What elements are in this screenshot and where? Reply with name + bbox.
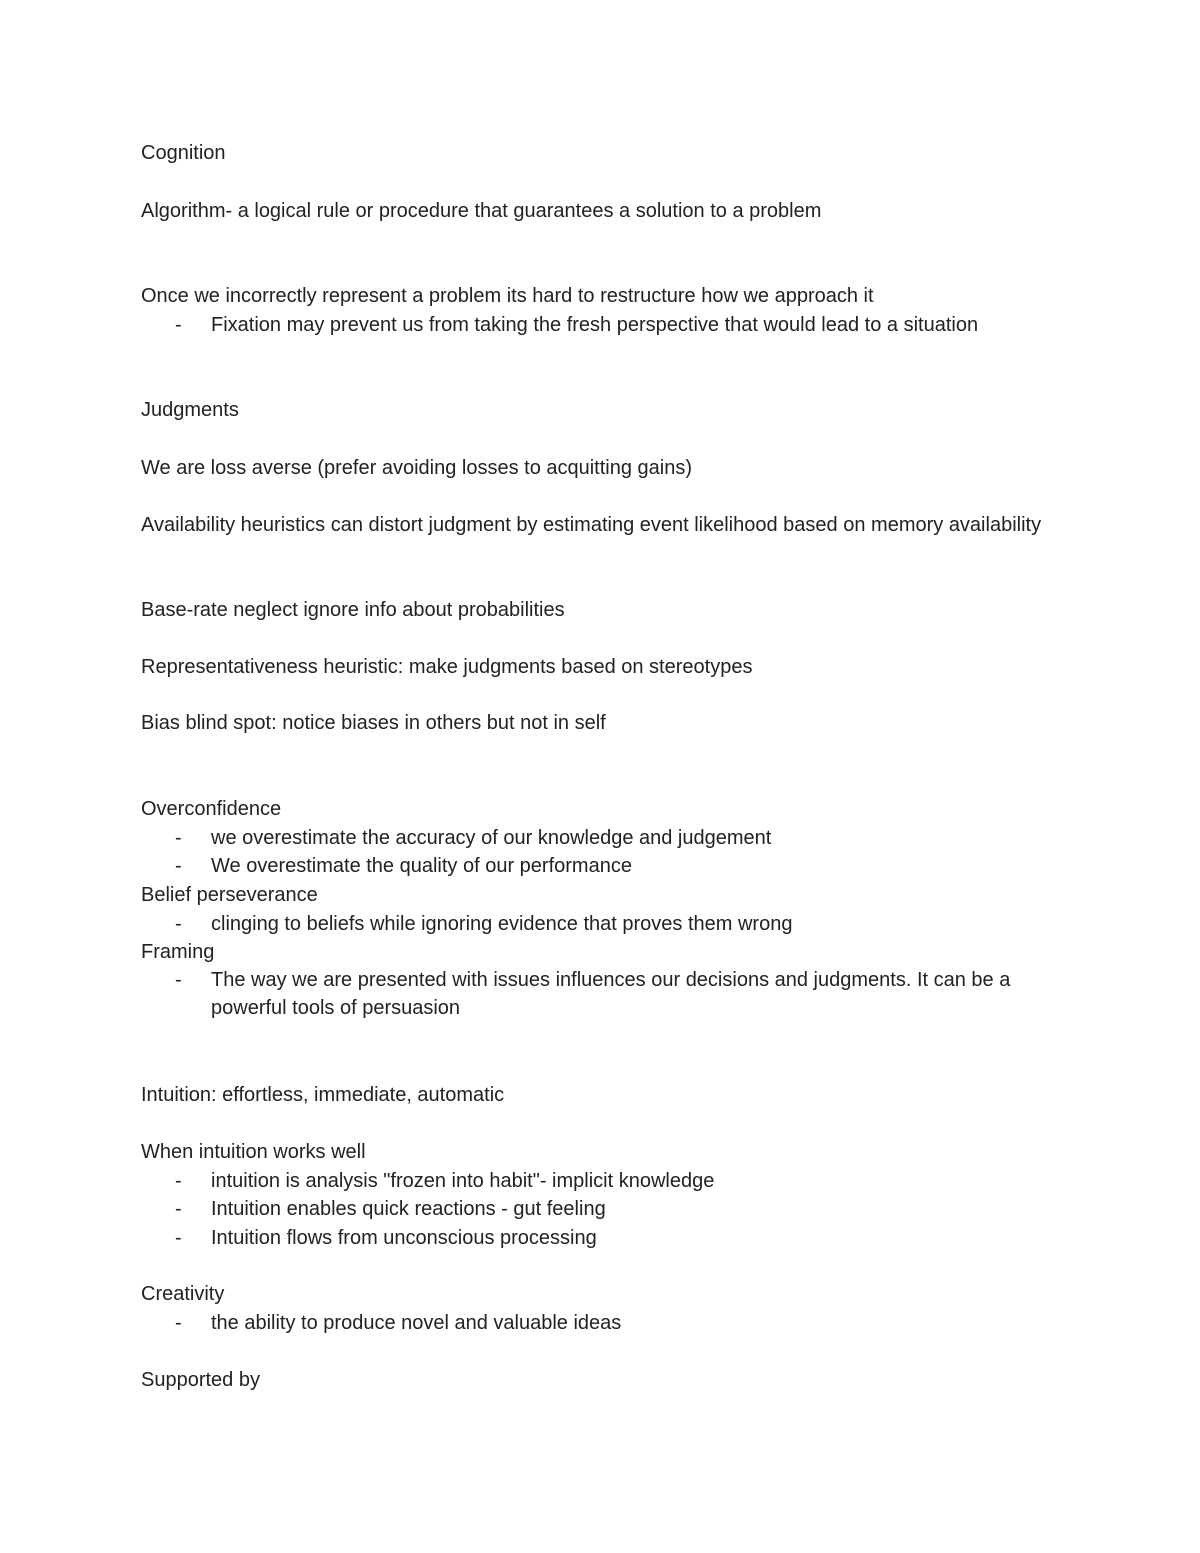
- base-rate-line: Base-rate neglect ignore info about probabilities: [141, 599, 565, 621]
- bullet-item: [141, 1309, 1071, 1337]
- judgments-heading: Judgments: [141, 399, 239, 421]
- bullet-text: the ability to produce novel and valuable ideas: [211, 1312, 622, 1334]
- overconfidence-heading: Overconfidence: [141, 798, 282, 820]
- bullet-item: [141, 910, 1071, 938]
- bullet-dash: -: [175, 1198, 182, 1220]
- bullet-dash: -: [175, 969, 182, 991]
- bullet-item: [141, 1167, 1071, 1195]
- representativeness-line: Representativeness heuristic: make judgments based on stereotypes: [141, 656, 753, 678]
- intuition-line: Intuition: effortless, immediate, automatic: [141, 1084, 505, 1106]
- algorithm-definition: Algorithm- a logical rule or procedure that guarantees a solution to a problem: [141, 200, 822, 222]
- intuition-works-heading: When intuition works well: [141, 1141, 366, 1163]
- bullet-dash: -: [175, 1227, 182, 1249]
- bullet-text: The way we are presented with issues influences our decisions and judgments. It can be a powerful tools of persuasion: [211, 969, 1011, 1019]
- bias-blind-spot-line: Bias blind spot: notice biases in others but not in self: [141, 712, 606, 734]
- bullet-dash: -: [175, 827, 182, 849]
- loss-averse-line: We are loss averse (prefer avoiding losses to acquitting gains): [141, 457, 693, 479]
- bullet-dash: -: [175, 855, 182, 877]
- bullet-item: [141, 1224, 1071, 1252]
- bullet-dash: -: [175, 1312, 182, 1334]
- bullet-text: We overestimate the quality of our performance: [211, 855, 632, 877]
- bullet-dash: -: [175, 913, 182, 935]
- supported-by-line: Supported by: [141, 1369, 260, 1391]
- bullet-text: Intuition flows from unconscious processing: [211, 1227, 597, 1249]
- bullet-dash: -: [175, 314, 182, 336]
- bullet-item: [141, 966, 1071, 1022]
- availability-line: Availability heuristics can distort judgment by estimating event likelihood based on memory availability: [141, 514, 1042, 536]
- bullet-item: [141, 824, 1071, 852]
- fixation-paragraph: Once we incorrectly represent a problem its hard to restructure how we approach it: [141, 285, 874, 307]
- bullet-text: clinging to beliefs while ignoring evidence that proves them wrong: [211, 913, 793, 935]
- belief-perseverance-heading: Belief perseverance: [141, 884, 318, 906]
- bullet-text: intuition is analysis "frozen into habit"- implicit knowledge: [211, 1170, 715, 1192]
- creativity-heading: Creativity: [141, 1283, 225, 1305]
- framing-heading: Framing: [141, 941, 215, 963]
- bullet-item: [141, 311, 1071, 339]
- bullet-dash: -: [175, 1170, 182, 1192]
- bullet-text: we overestimate the accuracy of our knowledge and judgement: [211, 827, 772, 849]
- cognition-heading: Cognition: [141, 142, 226, 164]
- bullet-text: Fixation may prevent us from taking the fresh perspective that would lead to a situation: [211, 314, 979, 336]
- bullet-item: [141, 852, 1071, 880]
- bullet-text: Intuition enables quick reactions - gut feeling: [211, 1198, 606, 1220]
- bullet-item: [141, 1195, 1071, 1223]
